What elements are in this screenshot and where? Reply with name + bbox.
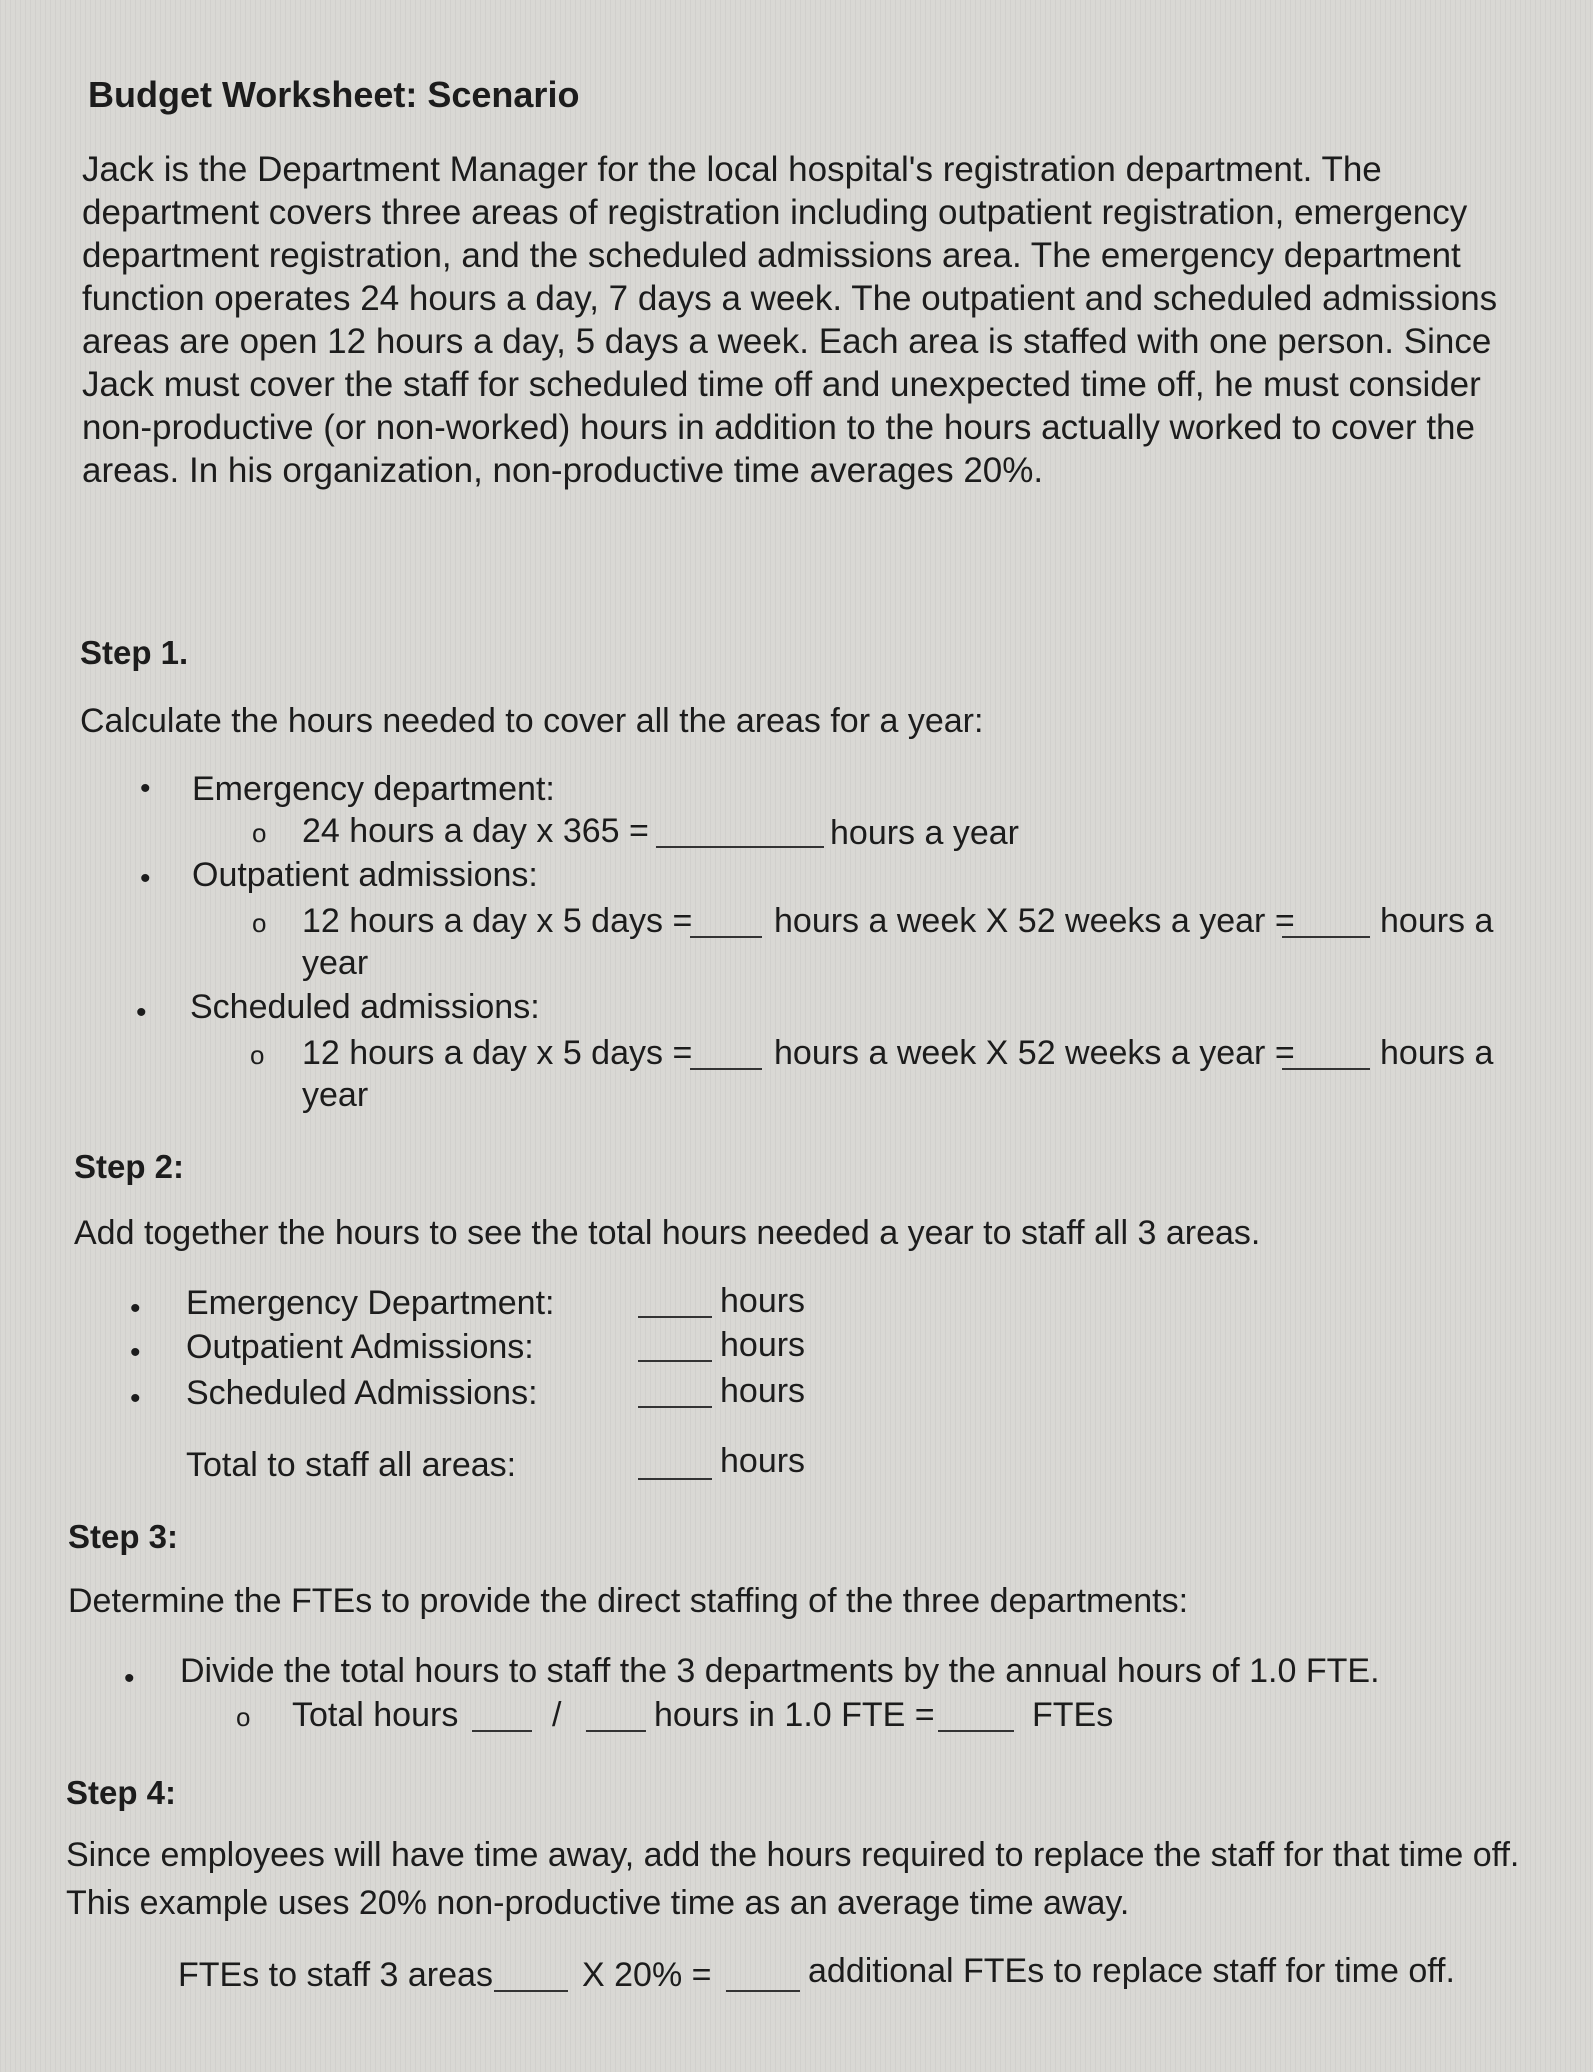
scheduled-week-blank[interactable] [690,1040,762,1070]
outpatient-week-blank[interactable] [690,908,762,938]
outpatient-label: Outpatient admissions: [192,856,538,894]
bullet-icon: • [140,772,151,805]
scheduled-year-blank[interactable] [1282,1040,1370,1070]
sub-bullet-icon: o [252,908,267,938]
step2-row-label: Outpatient Admissions: [186,1328,534,1366]
outpatient-unit: hours a [1380,902,1494,940]
step3-slash: / [552,1696,562,1734]
step3-instruction: Determine the FTEs to provide the direct staffing of the three departments: [68,1582,1189,1620]
outpatient-year-blank[interactable] [1282,908,1370,938]
step2-row-unit: hours [720,1326,806,1364]
step3-heading: Step 3: [68,1518,179,1555]
step2-row-blank[interactable] [638,1378,712,1408]
bullet-icon: • [136,996,147,1029]
step3-total-hours-blank[interactable] [472,1702,532,1732]
sub-bullet-icon: o [236,1702,251,1732]
emergency-label: Emergency department: [192,770,555,808]
emergency-unit: hours a year [830,814,1019,852]
step2-row-unit: hours [720,1282,806,1320]
step1-heading: Step 1. [80,634,189,671]
step4-line2: This example uses 20% non-productive time as an average time away. [66,1884,1130,1922]
step4-additional-text: additional FTEs to replace staff for time off. [808,1952,1455,1990]
step3-bullet: Divide the total hours to staff the 3 departments by the annual hours of 1.0 FTE. [180,1652,1380,1690]
step4-multiplier: X 20% = [582,1956,712,1994]
scheduled-unit-wrap: year [302,1076,369,1114]
step1-instruction: Calculate the hours needed to cover all the areas for a year: [80,702,984,740]
step2-row-label: Emergency Department: [186,1284,555,1322]
step4-line1: Since employees will have time away, add the hours required to replace the staff for that time off. [66,1836,1520,1874]
step3-ftes-unit: FTEs [1032,1696,1114,1734]
step2-row-blank[interactable] [638,1332,712,1362]
step4-ftes-label: FTEs to staff 3 areas [178,1956,493,1994]
bullet-icon: • [124,1662,135,1695]
scheduled-mid: hours a week X 52 weeks a year = [774,1034,1295,1072]
bullet-icon: • [140,862,151,895]
step2-total-label: Total to staff all areas: [186,1446,517,1484]
scheduled-unit: hours a [1380,1034,1494,1072]
step2-total-unit: hours [720,1442,806,1480]
step2-row-blank[interactable] [638,1288,712,1318]
step2-row-unit: hours [720,1372,806,1410]
step2-row-label: Scheduled Admissions: [186,1374,538,1412]
outpatient-mid: hours a week X 52 weeks a year = [774,902,1295,940]
step2-heading: Step 2: [74,1148,185,1185]
scenario-paragraph: Jack is the Department Manager for the local hospital's registration department. The department covers three areas of registration including outpatient registration, emergency department registration, and the scheduled admissions area. The emergency department function operates 24 hours a day, 7 days a week. The outpatient and scheduled admissions areas are open 12 hours a day, 5 days a week. Each area is staffed with one person. Since Jack must cover the staff for scheduled time off and unexpected time off, he must consider non-productive (or non-worked) hours in addition to the hours actually worked to cover the areas. In his organization, non-productive time averages 20%. [82,150,1498,490]
bullet-icon: • [130,1336,141,1369]
bullet-icon: • [130,1292,141,1325]
step3-ftes-blank[interactable] [938,1702,1014,1732]
sub-bullet-icon: o [252,818,267,848]
emergency-calc: 24 hours a day x 365 = [302,812,649,850]
step4-ftes-blank[interactable] [494,1962,568,1992]
scheduled-label: Scheduled admissions: [190,988,540,1026]
outpatient-calc: 12 hours a day x 5 days = [302,902,693,940]
step2-total-blank[interactable] [638,1450,712,1480]
step4-additional-blank[interactable] [726,1962,800,1992]
step3-fte-text: hours in 1.0 FTE = [654,1696,935,1734]
emergency-hours-blank[interactable] [656,818,824,848]
scheduled-calc: 12 hours a day x 5 days = [302,1034,693,1072]
step2-instruction: Add together the hours to see the total hours needed a year to staff all 3 areas. [74,1214,1261,1252]
sub-bullet-icon: o [250,1040,265,1070]
page-title: Budget Worksheet: Scenario [88,74,580,115]
step3-total-hours: Total hours [292,1696,459,1734]
step3-fte-hours-blank[interactable] [586,1702,646,1732]
step4-heading: Step 4: [66,1774,177,1811]
bullet-icon: • [130,1382,141,1415]
outpatient-unit-wrap: year [302,944,369,982]
